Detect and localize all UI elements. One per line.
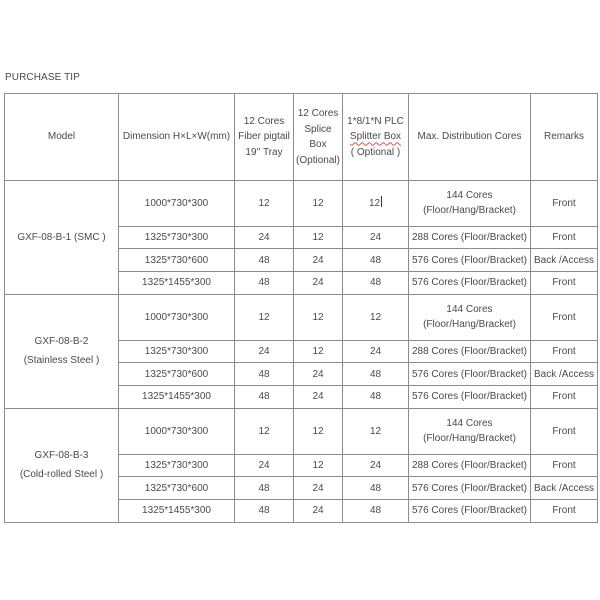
header-splice-line: Box [309, 139, 327, 150]
splice-cell [294, 408, 343, 454]
dimension-cell-text: 1325*1455*300 [142, 277, 211, 289]
max-cores-cell [409, 249, 531, 272]
dimension-cell-text: 1325*1455*300 [142, 505, 211, 517]
max-cores-cell [409, 477, 531, 500]
max-cores-cell [409, 340, 531, 363]
max-cores-cell-text: 144 Cores (Floor/Hang/Bracket) [423, 303, 516, 331]
header-model: Model [5, 94, 119, 181]
splice-cell [294, 340, 343, 363]
tray-cell-text: 48 [258, 254, 270, 266]
remarks-cell [531, 363, 598, 386]
dimension-cell [119, 408, 235, 454]
splice-cell-text: 12 [312, 231, 324, 243]
model-name-line: (Cold-rolled Steel ) [19, 469, 104, 481]
dimension-cell [119, 181, 235, 227]
remarks-cell [531, 226, 598, 249]
tray-cell [235, 272, 294, 295]
remarks-cell-text: Front [552, 277, 576, 289]
splice-cell [294, 272, 343, 295]
plc-cell [343, 249, 409, 272]
tray-cell [235, 363, 294, 386]
dimension-cell [119, 294, 235, 340]
plc-cell-text: 12 [369, 425, 382, 437]
remarks-cell [531, 294, 598, 340]
plc-cell [343, 340, 409, 363]
plc-cell-text: 48 [369, 277, 382, 289]
plc-cell [343, 226, 409, 249]
tray-cell-text: 12 [258, 425, 270, 437]
remarks-cell-text: Front [552, 345, 576, 357]
dimension-cell [119, 477, 235, 500]
max-cores-cell [409, 454, 531, 477]
tray-cell-text: 12 [258, 311, 270, 323]
remarks-cell [531, 272, 598, 295]
splice-cell [294, 294, 343, 340]
remarks-cell [531, 181, 598, 227]
header-tray-line: Fiber pigtail [238, 131, 290, 143]
max-cores-cell-text: 576 Cores (Floor/Bracket) [411, 277, 528, 289]
dimension-cell [119, 226, 235, 249]
model-name-line: GXF-08-B-3 [34, 449, 89, 461]
header-splice [294, 94, 343, 181]
dimension-cell [119, 249, 235, 272]
remarks-cell [531, 454, 598, 477]
max-cores-cell-text: 576 Cores (Floor/Bracket) [411, 482, 528, 494]
tray-cell [235, 226, 294, 249]
model-cell [5, 294, 119, 408]
table-row [5, 294, 598, 340]
table-row [5, 408, 598, 454]
remarks-cell-text: Back /Access [533, 368, 595, 380]
tray-cell-text: 12 [258, 197, 270, 209]
splice-cell [294, 477, 343, 500]
tray-cell [235, 294, 294, 340]
dimension-cell-text: 1325*1455*300 [142, 391, 211, 403]
splice-cell-text: 12 [312, 197, 324, 209]
plc-cell-text: 12 [368, 197, 381, 209]
tray-cell [235, 454, 294, 477]
splice-cell-text: 24 [312, 391, 324, 403]
tray-cell-text: 48 [258, 368, 270, 380]
splice-cell [294, 249, 343, 272]
max-cores-cell [409, 294, 531, 340]
model-name-line: GXF-08-B-2 [34, 335, 89, 347]
header-plc [343, 94, 409, 181]
dimension-cell-text: 1325*730*600 [144, 368, 209, 380]
header-plc-line: ( Optional ) [350, 146, 401, 158]
dimension-cell [119, 363, 235, 386]
max-cores-cell-text: 288 Cores (Floor/Bracket) [411, 345, 528, 357]
header-tray [235, 94, 294, 181]
max-cores-cell-text: 576 Cores (Floor/Bracket) [411, 368, 528, 380]
max-cores-cell-text: 576 Cores (Floor/Bracket) [411, 391, 528, 403]
dimension-cell-text: 1000*730*300 [144, 197, 209, 209]
dimension-cell-text: 1325*730*300 [144, 345, 209, 357]
max-cores-cell [409, 386, 531, 409]
remarks-cell-text: Front [552, 311, 576, 323]
plc-cell-text: 48 [369, 505, 382, 517]
header-splice-line: (Optional) [296, 154, 340, 166]
dimension-cell [119, 500, 235, 523]
model-name-line: (Stainless Steel ) [23, 355, 100, 367]
plc-cell-text: 48 [369, 368, 382, 380]
max-cores-cell [409, 500, 531, 523]
tray-cell [235, 386, 294, 409]
dimension-cell [119, 272, 235, 295]
splice-cell [294, 500, 343, 523]
plc-cell [343, 477, 409, 500]
tray-cell [235, 477, 294, 500]
plc-cell [343, 408, 409, 454]
header-dimension: Dimension H×L×W(mm) [119, 94, 235, 181]
dimension-cell-text: 1000*730*300 [144, 311, 209, 323]
plc-cell [343, 363, 409, 386]
plc-cell-text: 48 [369, 482, 382, 494]
splice-cell [294, 386, 343, 409]
plc-cell [343, 454, 409, 477]
remarks-cell [531, 500, 598, 523]
plc-cell-text: 24 [369, 345, 382, 357]
splice-cell-text: 24 [312, 505, 324, 517]
tray-cell [235, 181, 294, 227]
header-plc-line: 1*8/1*N PLC [347, 115, 404, 127]
plc-cell-text: 48 [369, 391, 382, 403]
model-name-line: GXF-08-B-1 (SMC ) [17, 231, 106, 243]
dimension-cell-text: 1325*730*600 [144, 482, 209, 494]
max-cores-cell-text: 144 Cores (Floor/Hang/Bracket) [423, 189, 516, 217]
splice-cell-text: 24 [312, 482, 324, 494]
plc-cell-text: 24 [369, 231, 382, 243]
plc-cell-text: 12 [369, 311, 382, 323]
max-cores-cell-text: 144 Cores (Floor/Hang/Bracket) [423, 417, 516, 445]
remarks-cell-text: Front [552, 231, 576, 243]
model-cell [5, 181, 119, 295]
dimension-cell [119, 340, 235, 363]
header-plc-line: Splitter Box [349, 131, 402, 143]
splice-cell-text: 12 [312, 425, 324, 437]
max-cores-cell-text: 576 Cores (Floor/Bracket) [411, 505, 528, 517]
plc-cell [343, 500, 409, 523]
remarks-cell-text: Back /Access [533, 482, 595, 494]
remarks-cell-text: Front [552, 197, 576, 209]
tray-cell [235, 249, 294, 272]
header-splice-line: 12 Cores [297, 108, 339, 119]
splice-cell-text: 24 [312, 368, 324, 380]
splice-cell [294, 363, 343, 386]
remarks-cell [531, 477, 598, 500]
splice-cell [294, 181, 343, 227]
page-title: PURCHASE TIP [5, 72, 80, 83]
dimension-cell [119, 386, 235, 409]
max-cores-cell [409, 363, 531, 386]
remarks-cell-text: Back /Access [533, 254, 595, 266]
header-tray-line: 12 Cores [243, 115, 285, 127]
dimension-cell [119, 454, 235, 477]
text-cursor [381, 196, 382, 207]
tray-cell [235, 340, 294, 363]
tray-cell [235, 408, 294, 454]
tray-cell-text: 48 [258, 482, 270, 494]
plc-cell [343, 272, 409, 295]
dimension-cell-text: 1325*730*300 [144, 231, 209, 243]
remarks-cell-text: Front [552, 425, 576, 437]
tray-cell-text: 48 [258, 277, 270, 289]
remarks-cell [531, 340, 598, 363]
table-row [5, 181, 598, 227]
dimension-cell-text: 1325*730*300 [144, 459, 209, 471]
dimension-cell-text: 1325*730*600 [144, 254, 209, 266]
tray-cell-text: 48 [258, 505, 270, 517]
plc-cell [343, 386, 409, 409]
splice-cell-text: 12 [312, 311, 324, 323]
tray-cell [235, 500, 294, 523]
header-row [5, 94, 598, 181]
plc-cell [343, 294, 409, 340]
plc-cell [343, 181, 409, 227]
max-cores-cell [409, 181, 531, 227]
header-tray-line: 19'' Tray [245, 146, 283, 158]
max-cores-cell [409, 408, 531, 454]
splice-cell-text: 24 [312, 277, 324, 289]
max-cores-cell [409, 272, 531, 295]
header-splice-line: Splice [304, 123, 332, 135]
remarks-cell [531, 408, 598, 454]
plc-cell-text: 24 [369, 459, 382, 471]
model-cell [5, 408, 119, 522]
remarks-cell [531, 386, 598, 409]
splice-cell [294, 454, 343, 477]
max-cores-cell-text: 288 Cores (Floor/Bracket) [411, 231, 528, 243]
dimension-cell-text: 1000*730*300 [144, 425, 209, 437]
plc-cell-text: 48 [369, 254, 382, 266]
max-cores-cell-text: 576 Cores (Floor/Bracket) [411, 254, 528, 266]
header-max-cores: Max. Distribution Cores [409, 94, 531, 181]
remarks-cell-text: Front [552, 505, 576, 517]
tray-cell-text: 48 [258, 391, 270, 403]
splice-cell-text: 12 [312, 459, 324, 471]
header-remarks: Remarks [531, 94, 598, 181]
max-cores-cell [409, 226, 531, 249]
remarks-cell-text: Front [552, 459, 576, 471]
purchase-tip-table [4, 93, 598, 523]
max-cores-cell-text: 288 Cores (Floor/Bracket) [411, 459, 528, 471]
tray-cell-text: 24 [258, 459, 270, 471]
remarks-cell [531, 249, 598, 272]
tray-cell-text: 24 [258, 345, 270, 357]
remarks-cell-text: Front [552, 391, 576, 403]
splice-cell [294, 226, 343, 249]
splice-cell-text: 12 [312, 345, 324, 357]
tray-cell-text: 24 [258, 231, 270, 243]
splice-cell-text: 24 [312, 254, 324, 266]
